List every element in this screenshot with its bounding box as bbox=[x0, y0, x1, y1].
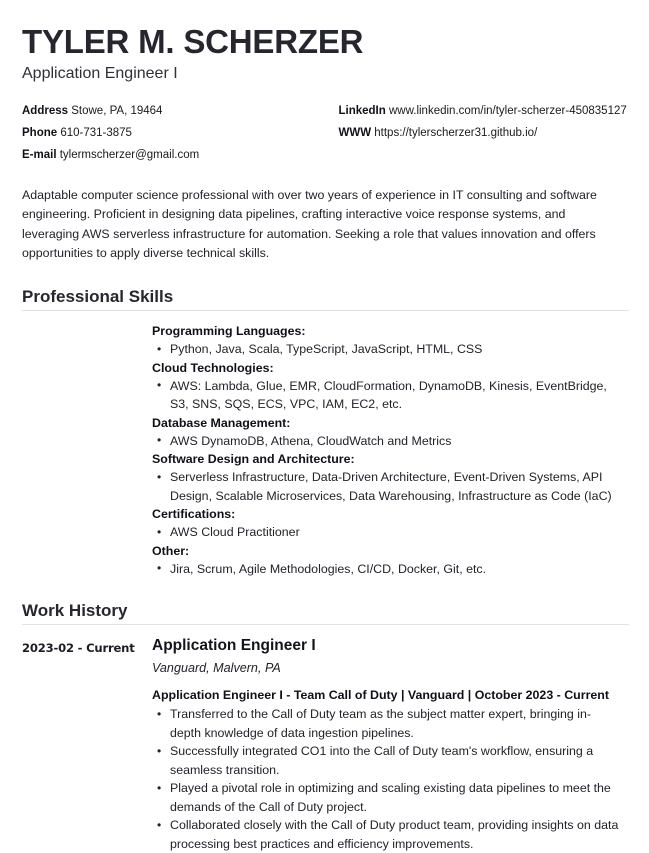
job-body bbox=[152, 636, 629, 853]
contact-label: E-mail bbox=[22, 148, 57, 161]
work-history-list bbox=[22, 636, 629, 853]
section-divider bbox=[22, 310, 629, 311]
contact-column-left bbox=[22, 100, 326, 166]
contact-label: LinkedIn bbox=[338, 104, 386, 117]
skill-group-heading: Certifications: bbox=[152, 507, 236, 522]
contact-row-phone bbox=[22, 122, 326, 144]
list-item: • Collaborated closely with the Call of Duty product team, providing insights on data processing best practices and efficiency improvements. bbox=[152, 816, 621, 853]
section-work-history bbox=[22, 600, 629, 853]
skills-list bbox=[22, 322, 629, 578]
section-divider bbox=[22, 624, 629, 625]
skill-group bbox=[152, 450, 621, 505]
work-history-entry bbox=[22, 636, 629, 853]
skill-items bbox=[152, 468, 621, 505]
contact-row-e-mail bbox=[22, 144, 326, 166]
section-professional-skills bbox=[22, 286, 629, 578]
skill-items bbox=[152, 340, 621, 359]
skill-group bbox=[152, 505, 621, 542]
contact-value[interactable]: https://tylerscherzer31.github.io/ bbox=[371, 126, 538, 139]
list-item: • Transferred to the Call of Duty team as the subject matter expert, bringing in-depth knowledge of data ingestion pipelines. bbox=[152, 705, 621, 742]
list-item: • Python, Java, Scala, TypeScript, JavaScript, HTML, CSS bbox=[152, 340, 621, 359]
list-item: • AWS: Lambda, Glue, EMR, CloudFormation, DynamoDB, Kinesis, EventBridge, S3, SNS, SQS, ECS, VPC, IAM, EC2, etc. bbox=[152, 377, 621, 414]
candidate-job-title: Application Engineer I bbox=[22, 64, 178, 82]
list-item: • Jira, Scrum, Agile Methodologies, CI/CD, Docker, Git, etc. bbox=[152, 560, 621, 579]
job-bullets bbox=[152, 705, 621, 853]
job-title: Application Engineer I bbox=[152, 637, 316, 655]
contact-label: WWW bbox=[338, 126, 372, 139]
skill-group-heading: Cloud Technologies: bbox=[152, 360, 274, 375]
job-role-line: Application Engineer I - Team Call of Duty | Vanguard | October 2023 - Current bbox=[152, 688, 609, 703]
skill-group-heading: Programming Languages: bbox=[152, 324, 306, 339]
contact-value[interactable]: Stowe, PA, 19464 bbox=[68, 104, 163, 117]
list-item: • AWS Cloud Practitioner bbox=[152, 523, 621, 542]
list-item: • Serverless Infrastructure, Data-Driven Architecture, Event-Driven Systems, API Design, Scalable Microservices, Data Warehousing, Infrastructure as Code (IaC) bbox=[152, 468, 621, 505]
skill-group-heading: Other: bbox=[152, 543, 190, 558]
section-title-work-history: Work History bbox=[22, 601, 128, 621]
contact-block bbox=[22, 100, 629, 166]
skill-items bbox=[152, 432, 621, 451]
contact-value[interactable]: 610-731-3875 bbox=[57, 126, 132, 139]
contact-row-www bbox=[339, 122, 630, 144]
contact-value[interactable]: tylermscherzer@gmail.com bbox=[56, 148, 200, 161]
contact-value[interactable]: www.linkedin.com/in/tyler-scherzer-450835127 bbox=[385, 104, 627, 117]
candidate-name: TYLER M. SCHERZER bbox=[22, 23, 364, 60]
skill-items bbox=[152, 523, 621, 542]
job-company-location: Vanguard, Malvern, PA bbox=[152, 661, 281, 676]
skill-items bbox=[152, 560, 621, 579]
contact-row-linkedin bbox=[339, 100, 630, 122]
skill-group-heading: Database Management: bbox=[152, 415, 291, 430]
list-item: • AWS DynamoDB, Athena, CloudWatch and Metrics bbox=[152, 432, 621, 451]
skill-group bbox=[152, 322, 621, 359]
skill-group-heading: Software Design and Architecture: bbox=[152, 452, 355, 467]
contact-row-address bbox=[22, 100, 326, 122]
skill-items bbox=[152, 377, 621, 414]
contact-column-right bbox=[326, 100, 630, 166]
list-item: • Successfully integrated CO1 into the Call of Duty team's workflow, ensuring a seamless transition. bbox=[152, 742, 621, 779]
skill-group bbox=[152, 414, 621, 451]
professional-summary: Adaptable computer science professional with over two years of experience in IT consulting and software engineering. Proficient in designing data pipelines, crafting interactive voice response systems, and leveraging AWS serverless infrastructure for automation. Seeking a role that values innovation and offers opportunities to apply diverse technical skills. bbox=[22, 187, 597, 261]
section-title-skills: Professional Skills bbox=[22, 286, 174, 306]
list-item: • Played a pivotal role in optimizing and scaling existing data pipelines to meet the demands of the Call of Duty project. bbox=[152, 779, 621, 816]
contact-label: Phone bbox=[22, 126, 58, 139]
skill-group bbox=[152, 542, 621, 579]
skill-group bbox=[152, 359, 621, 414]
job-dates: 2023-02 - Current bbox=[22, 641, 135, 656]
contact-label: Address bbox=[22, 104, 69, 117]
